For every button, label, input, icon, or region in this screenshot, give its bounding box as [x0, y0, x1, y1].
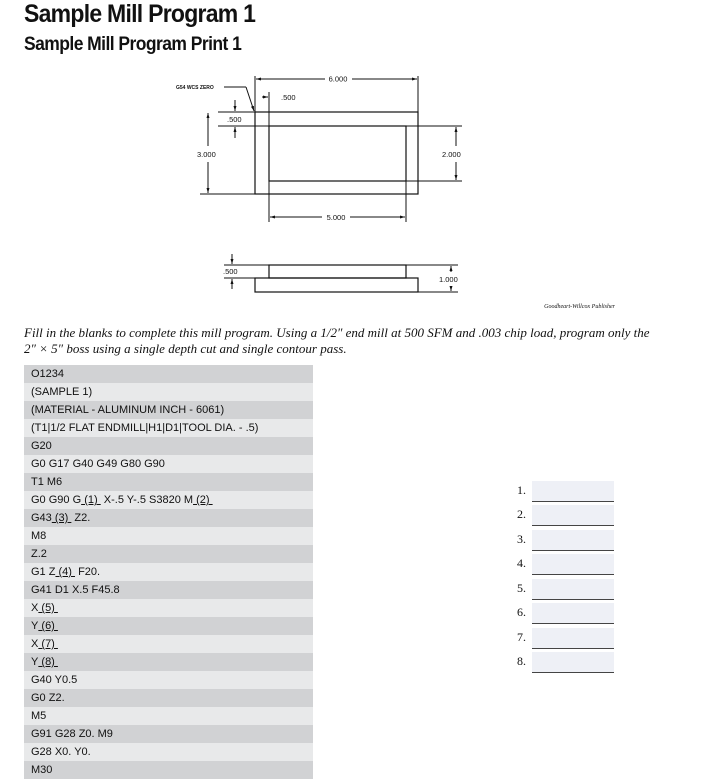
- program-line: [24, 617, 313, 635]
- dim-height: 3.000: [197, 150, 216, 159]
- answer-field[interactable]: [532, 554, 614, 575]
- program-text: G0 G90 G: [31, 494, 82, 506]
- program-text: Z.2: [31, 548, 47, 560]
- dim-side-step: .500: [223, 267, 238, 276]
- publisher-credit: Goodheart-Willcox Publisher: [544, 304, 615, 310]
- program-line: [24, 545, 313, 563]
- dim-boss-height: 2.000: [442, 150, 461, 159]
- stock-outline: [255, 112, 418, 194]
- instructions-text: Fill in the blanks to complete this mill program. Using a 1/2″ end mill at 500 SFM and .003 chip load, program only the 2″ × 5″ boss using a single depth cut and single contour pass.: [24, 325, 650, 356]
- answer-row: [510, 603, 620, 623]
- cnc-program-listing: [24, 365, 313, 779]
- answer-row: [510, 505, 620, 525]
- answer-field[interactable]: [532, 603, 614, 624]
- program-text: M5: [31, 710, 47, 722]
- program-line: [24, 473, 313, 491]
- program-text: M30: [31, 764, 53, 776]
- program-blank: (7): [38, 638, 58, 650]
- answer-field[interactable]: [532, 505, 614, 526]
- page-title: Sample Mill Program 1: [24, 0, 256, 28]
- answer-field[interactable]: [532, 530, 614, 551]
- dim-boss-width: 5.000: [326, 213, 346, 222]
- answer-number: 5.: [517, 581, 526, 595]
- program-text: G41 D1 X.5 F45.8: [31, 584, 120, 596]
- program-line: [24, 707, 313, 725]
- dim-top-width: 6.000: [328, 74, 348, 84]
- program-line: [24, 491, 313, 509]
- page-subtitle: Sample Mill Program Print 1: [24, 34, 242, 55]
- program-line: [24, 599, 313, 617]
- answer-row: [510, 554, 620, 574]
- program-text: G40 Y0.5: [31, 674, 78, 686]
- program-blank: (1): [81, 494, 101, 506]
- program-text: G20: [31, 440, 52, 452]
- program-line: [24, 365, 313, 383]
- program-blank: (4): [55, 566, 76, 578]
- side-boss: [269, 265, 406, 278]
- program-line: [24, 527, 313, 545]
- program-blank: (3): [51, 512, 72, 524]
- program-text: G28 X0. Y0.: [31, 746, 91, 758]
- answer-number: 1.: [517, 483, 526, 497]
- program-text: Y: [31, 656, 39, 668]
- answer-number: 2.: [517, 507, 526, 521]
- program-blank: (2): [193, 494, 213, 506]
- program-line: [24, 581, 313, 599]
- program-text: T1 M6: [31, 476, 63, 488]
- answer-row: [510, 652, 620, 672]
- program-text: X: [31, 638, 39, 650]
- program-text: (SAMPLE 1): [31, 386, 93, 398]
- program-text: (MATERIAL - ALUMINUM INCH - 6061): [31, 404, 225, 416]
- program-line: [24, 725, 313, 743]
- program-text: G0 Z2.: [31, 692, 65, 704]
- program-blank: (6): [38, 620, 58, 632]
- program-line: [24, 419, 313, 437]
- answer-field[interactable]: [532, 652, 614, 673]
- program-line: [24, 401, 313, 419]
- program-line: [24, 635, 313, 653]
- answer-field[interactable]: [532, 579, 614, 600]
- program-line: [24, 383, 313, 401]
- program-text: G43: [31, 512, 52, 524]
- program-line: [24, 437, 313, 455]
- wcs-label: G54 WCS ZERO: [176, 85, 214, 91]
- program-text: (T1|1/2 FLAT ENDMILL|H1|D1|TOOL DIA. - .5): [31, 422, 259, 434]
- answer-number: 3.: [517, 532, 526, 546]
- program-line: [24, 743, 313, 761]
- program-line: [24, 563, 313, 581]
- program-line: [24, 455, 313, 473]
- program-text: O1234: [31, 368, 65, 380]
- answer-number: 8.: [517, 654, 526, 668]
- program-line: [24, 761, 313, 779]
- answer-number: 4.: [517, 556, 526, 570]
- program-text: Z2.: [71, 512, 91, 524]
- program-text: G0 G17 G40 G49 G80 G90: [31, 458, 165, 470]
- program-text: X: [31, 602, 39, 614]
- dim-small-offset: .500: [281, 93, 296, 102]
- dim-side-thickness: 1.000: [439, 275, 458, 284]
- answer-row: [510, 481, 620, 501]
- program-line: [24, 653, 313, 671]
- program-blank: (5): [38, 602, 58, 614]
- dim-left-step: .500: [227, 115, 242, 124]
- program-text: Y: [31, 620, 39, 632]
- program-line: [24, 671, 313, 689]
- answer-number: 7.: [517, 630, 526, 644]
- program-text: X-.5 Y-.5 S3820 M: [100, 494, 194, 506]
- answer-row: [510, 530, 620, 550]
- answer-number: 6.: [517, 605, 526, 619]
- program-text: G1 Z: [31, 566, 56, 578]
- program-blank: (8): [38, 656, 58, 668]
- program-line: [24, 689, 313, 707]
- program-text: F20.: [75, 566, 101, 578]
- answer-row: [510, 628, 620, 648]
- answer-field[interactable]: [532, 481, 614, 502]
- answer-row: [510, 579, 620, 599]
- boss-outline: [269, 126, 406, 181]
- program-line: [24, 509, 313, 527]
- program-text: G91 G28 Z0. M9: [31, 728, 113, 740]
- mill-print-drawing: [0, 0, 702, 320]
- side-stock: [255, 278, 418, 292]
- program-text: M8: [31, 530, 47, 542]
- answer-field[interactable]: [532, 628, 614, 649]
